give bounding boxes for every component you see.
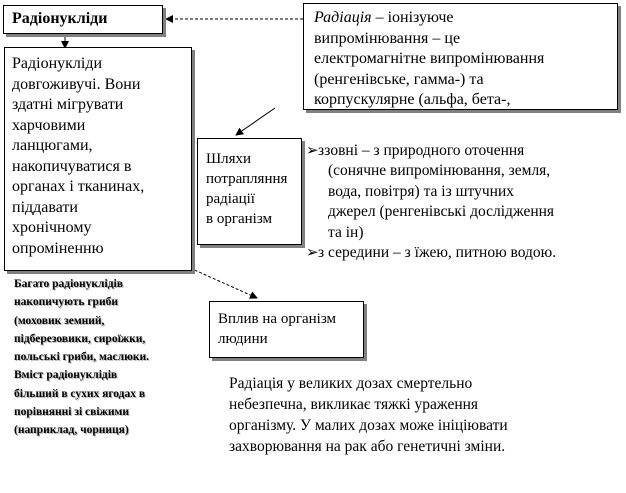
details-line: довгоживучі. Вони bbox=[12, 75, 141, 93]
radiation-def-line: випромінювання – це bbox=[314, 29, 461, 47]
details-line: ланцюгами, bbox=[12, 137, 93, 154]
mushroom-note bbox=[14, 275, 224, 440]
effect-line: Вплив на організм bbox=[218, 311, 337, 327]
check-arrow-icon: ➢ bbox=[306, 143, 319, 159]
mushroom-note-line: порівнянні зі свіжими bbox=[14, 406, 129, 419]
pathways-list bbox=[306, 141, 624, 263]
pathway-outside-line: ззовні – з природного оточення bbox=[318, 142, 525, 159]
radiation-definition-box bbox=[303, 3, 618, 110]
conclusion-line: захворювання на рак або генетичні зміни. bbox=[229, 438, 506, 455]
pathways-line: Шляхи bbox=[206, 151, 252, 167]
radionuclides-details-text bbox=[12, 54, 192, 259]
mushroom-note-line: Багато радіонуклідів bbox=[14, 278, 123, 290]
arrow-radiation-to-pathways bbox=[236, 108, 275, 135]
effect-text bbox=[218, 309, 363, 349]
radiation-def-line: (ренгенівське, гамма-) та bbox=[314, 70, 484, 88]
radiation-def-part: іонізуюче bbox=[387, 9, 454, 26]
mushroom-note-line: польські гриби, маслюки. bbox=[14, 351, 149, 364]
pathways-text bbox=[206, 149, 296, 229]
pathway-inside-item bbox=[306, 243, 624, 263]
radiation-def-line bbox=[314, 8, 617, 29]
details-line: хронічному bbox=[12, 219, 92, 236]
details-line: піддавати bbox=[12, 198, 78, 216]
radionuclides-label: Радіонукліди bbox=[12, 10, 108, 27]
conclusion-line: організму. У малих дозах може ініціювати bbox=[229, 417, 508, 434]
radionuclides-box bbox=[3, 5, 163, 34]
mushroom-note-line: більший в сухих ягодах в bbox=[14, 387, 146, 400]
effect-box bbox=[209, 301, 364, 358]
pathway-inside-line: з середини – з їжею, питною водою. bbox=[318, 244, 557, 262]
mushroom-note-line: накопичують гриби bbox=[14, 296, 118, 309]
radionuclides-details-box bbox=[4, 47, 192, 271]
mushroom-note-line: (моховик земний, bbox=[14, 314, 105, 327]
conclusion-text bbox=[229, 373, 623, 457]
pathways-box bbox=[197, 138, 302, 245]
pathways-line: потрапляння радіації bbox=[206, 171, 288, 207]
details-line: харчовими bbox=[12, 116, 86, 134]
details-line: накопичуватися в bbox=[12, 157, 132, 175]
check-arrow-icon: ➢ bbox=[306, 245, 319, 262]
conclusion-line: небезпечна, викликає тяжкі ураження bbox=[229, 396, 479, 413]
radiation-def-line: електромагнітне випромінювання bbox=[314, 50, 545, 67]
pathway-outside-line: (сонячне випромінювання, земля, bbox=[328, 162, 551, 180]
pathway-outside-line: вода, повітря) та із штучних bbox=[328, 182, 514, 200]
details-line: здатні мігрувати bbox=[12, 96, 124, 113]
pathway-outside-line: джерел (ренгенівські дослідження bbox=[328, 203, 555, 221]
pathway-outside-line: та ін) bbox=[328, 223, 364, 241]
effect-line: людини bbox=[218, 331, 268, 347]
details-line: органах і тканинах, bbox=[12, 178, 145, 195]
mushroom-note-line: (наприклад, чорниця) bbox=[14, 424, 129, 437]
pathways-line: в організм bbox=[206, 211, 273, 227]
mushroom-note-line: Вміст радіонуклідів bbox=[14, 369, 118, 382]
details-line: опроміненню bbox=[12, 239, 104, 257]
details-line: Радіонукліди bbox=[12, 55, 103, 72]
radiation-definition-text bbox=[314, 8, 617, 110]
pathway-outside-item bbox=[306, 141, 624, 243]
radiation-def-line: корпускулярне (альфа, бета-, bbox=[314, 91, 511, 108]
mushroom-note-line: підберезовики, сироїжки, bbox=[14, 332, 146, 345]
conclusion-line: Радіація у великих дозах смертельно bbox=[229, 375, 473, 392]
radiation-dash: – bbox=[371, 9, 388, 26]
radiation-term: Радіація bbox=[314, 9, 372, 26]
